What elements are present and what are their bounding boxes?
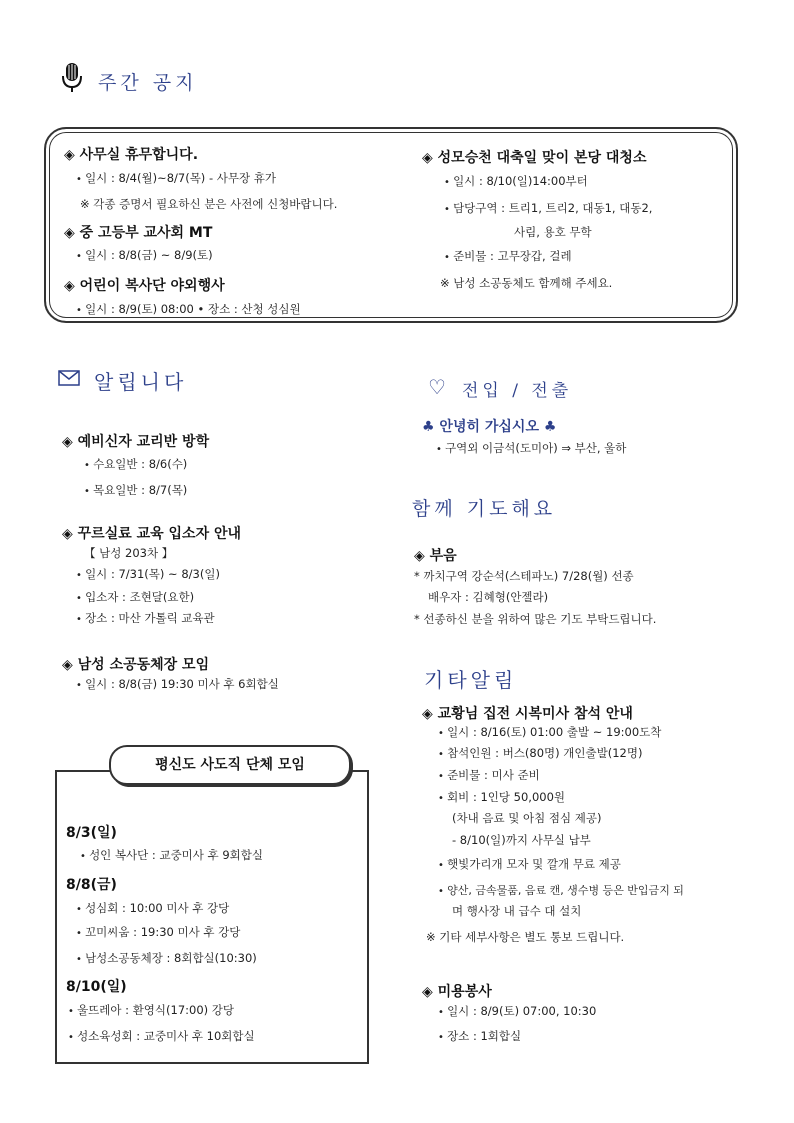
group-date: 8/10(일) bbox=[66, 979, 127, 995]
announce-heading-leaders: ◈ 남성 소공동체장 모임 bbox=[62, 654, 209, 674]
group-line: • 성인 복사단 : 교중미사 후 9회합실 bbox=[80, 850, 263, 862]
etc-line: • 양산, 금속물품, 음료 캔, 생수병 등은 반입금지 되 bbox=[438, 885, 684, 897]
transfer-heading: ♣ 안녕히 가십시오 ♣ bbox=[422, 419, 557, 435]
group-meeting-box bbox=[55, 770, 369, 1064]
transfer-line: • 구역외 이금석(도미아) ⇒ 부산, 울하 bbox=[436, 443, 626, 455]
notice-line: • 일시 : 8/10(일)14:00부터 bbox=[444, 176, 588, 188]
announce-line: • 장소 : 마산 가톨릭 교육관 bbox=[76, 613, 215, 625]
transfer-title: 전입 / 전출 bbox=[462, 381, 573, 401]
group-line: • 남성소공동체장 : 8회합실(10:30) bbox=[76, 953, 257, 965]
prayer-heading: ◈ 부음 bbox=[414, 545, 457, 565]
etc-line: • 준비물 : 미사 준비 bbox=[438, 770, 540, 782]
etc-title: 기타알림 bbox=[424, 668, 518, 692]
notice-line: • 일시 : 8/4(월)~8/7(목) - 사무장 휴가 bbox=[76, 173, 276, 185]
notice-line: • 일시 : 8/8(금) ~ 8/9(토) bbox=[76, 250, 213, 262]
etc-heading: ◈ 교황님 집전 시복미사 참석 안내 bbox=[422, 703, 633, 723]
notice-line: • 일시 : 8/9(토) 08:00 • 장소 : 산청 성심원 bbox=[76, 304, 301, 316]
announce-title: 알립니다 bbox=[94, 370, 188, 394]
etc-line: - 8/10(일)까지 사무실 납부 bbox=[452, 833, 591, 847]
microphone-icon bbox=[60, 62, 84, 98]
announce-line: • 목요일반 : 8/7(목) bbox=[84, 485, 187, 497]
etc-line: • 일시 : 8/16(토) 01:00 출발 ~ 19:00도착 bbox=[438, 727, 661, 739]
announce-line: • 수요일반 : 8/6(수) bbox=[84, 459, 187, 471]
group-line: • 울뜨레아 : 환영식(17:00) 강당 bbox=[68, 1005, 234, 1017]
announce-line: • 일시 : 8/8(금) 19:30 미사 후 6회합실 bbox=[76, 679, 279, 691]
group-line: • 성소육성회 : 교중미사 후 10회합실 bbox=[68, 1031, 255, 1043]
envelope-icon bbox=[58, 370, 80, 390]
announce-line: • 입소자 : 조현달(요한) bbox=[76, 592, 194, 604]
etc-line: ※ 기타 세부사항은 별도 통보 드립니다. bbox=[426, 930, 625, 944]
notice-line: 사림, 용호 무학 bbox=[514, 225, 592, 239]
etc-service-line: • 일시 : 8/9(토) 07:00, 10:30 bbox=[438, 1006, 596, 1018]
prayer-line: 배우자 : 김혜형(안젤라) bbox=[428, 590, 549, 604]
etc-service-line: • 장소 : 1회합실 bbox=[438, 1031, 521, 1043]
announce-heading-catechumen: ◈ 예비신자 교리반 방학 bbox=[62, 431, 209, 451]
notice-heading-altar-servers: ◈ 어린이 복사단 야외행사 bbox=[64, 275, 225, 295]
etc-line: (차내 음료 및 아침 점심 제공) bbox=[452, 811, 602, 825]
etc-service-heading: ◈ 미용봉사 bbox=[422, 981, 492, 1001]
prayer-line: * 선종하신 분을 위하여 많은 기도 부탁드립니다. bbox=[414, 612, 657, 626]
group-meeting-title: 평신도 사도직 단체 모임 bbox=[109, 745, 351, 785]
notice-line: ※ 각종 증명서 필요하신 분은 사전에 신청바랍니다. bbox=[80, 197, 338, 211]
notice-heading-teachers: ◈ 중 고등부 교사회 MT bbox=[64, 222, 212, 242]
etc-line: • 참석인원 : 버스(80명) 개인출발(12명) bbox=[438, 748, 642, 760]
etc-line: • 햇빛가리개 모자 및 깔개 무료 제공 bbox=[438, 859, 621, 871]
group-line: • 꼬미씨움 : 19:30 미사 후 강당 bbox=[76, 927, 240, 939]
notice-heading-office: ◈ 사무실 휴무합니다. bbox=[64, 144, 198, 164]
etc-line: 며 행사장 내 급수 대 설치 bbox=[452, 904, 582, 918]
notice-line: • 담당구역 : 트리1, 트리2, 대동1, 대동2, bbox=[444, 203, 652, 215]
notice-line: ※ 남성 소공동체도 함께해 주세요. bbox=[440, 276, 613, 290]
group-date: 8/3(일) bbox=[66, 825, 117, 841]
announce-line: • 일시 : 7/31(목) ~ 8/3(일) bbox=[76, 569, 220, 581]
notice-line: • 준비물 : 고무장갑, 걸레 bbox=[444, 251, 572, 263]
prayer-line: * 까치구역 강순석(스테파노) 7/28(월) 선종 bbox=[414, 569, 634, 583]
announce-sub: 【 남성 203차 】 bbox=[84, 546, 174, 560]
weekly-notice-title: 주간 공지 bbox=[98, 72, 198, 94]
prayer-title: 함께 기도해요 bbox=[412, 498, 557, 520]
etc-line: • 회비 : 1인당 50,000원 bbox=[438, 792, 565, 804]
group-date: 8/8(금) bbox=[66, 877, 117, 893]
notice-heading-cleaning: ◈ 성모승천 대축일 맞이 본당 대청소 bbox=[422, 147, 646, 167]
heart-icon: ♡ bbox=[428, 375, 446, 399]
group-line: • 성심회 : 10:00 미사 후 강당 bbox=[76, 903, 229, 915]
announce-heading-cursillo: ◈ 꾸르실료 교육 입소자 안내 bbox=[62, 523, 241, 543]
